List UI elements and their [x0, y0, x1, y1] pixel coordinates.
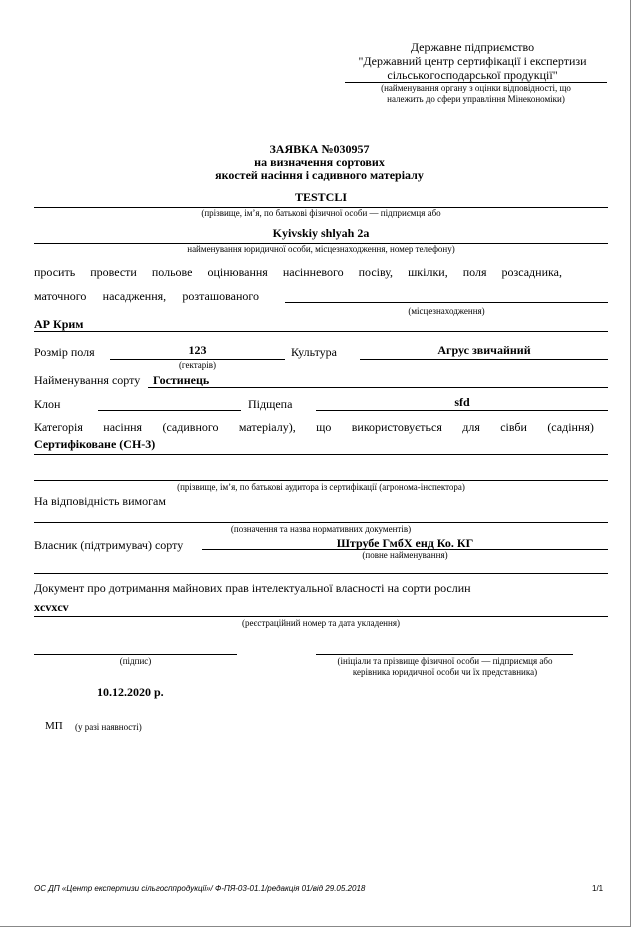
signature-line — [34, 654, 237, 655]
request-word: польове — [151, 265, 193, 279]
compliance-note: (позначення та назва нормативних документів) — [230, 524, 412, 534]
owner-extra-line — [34, 573, 608, 574]
category-word: використовується — [351, 420, 442, 434]
category-word: матеріалу), — [238, 420, 296, 434]
request-word: розташованого — [182, 289, 259, 303]
category-word: для — [462, 420, 480, 434]
request-word: насадження, — [102, 289, 167, 303]
variety-label: Найменування сорту — [34, 373, 141, 387]
title-line-3: якостей насіння і садивного матеріалу — [215, 168, 424, 182]
ip-document-line — [34, 616, 608, 617]
category-word: що — [316, 420, 332, 434]
category-text — [34, 420, 594, 435]
request-word: маточного — [34, 289, 87, 303]
location-note: (місцезнаходження) — [408, 306, 485, 316]
applicant-address: Kyivskiy shlyah 2a — [272, 226, 370, 240]
variety-value: Гостинець — [153, 373, 210, 387]
seal-label: МП — [45, 720, 63, 732]
owner-label: Власник (підтримувач) сорту — [34, 538, 184, 552]
person-line — [316, 654, 573, 655]
category-word: (садіння) — [547, 420, 594, 434]
document-title — [0, 143, 639, 182]
field-size-note: (гектарів) — [178, 360, 217, 370]
request-text — [34, 265, 562, 280]
applicant-address-note: найменування юридичної особи, місцезнаходження, номер телефону) — [187, 244, 455, 254]
owner-note: (повне найменування) — [362, 550, 448, 560]
ip-document-value: xcvxcv — [34, 600, 69, 614]
request-word: насінневого — [282, 265, 344, 279]
owner-value: Штрубе ГмбХ енд Ко. КГ — [336, 536, 474, 550]
compliance-label: На відповідність вимогам — [34, 494, 166, 508]
org-note-2: належить до сфери управління Мінекономіки) — [387, 94, 565, 104]
person-note-1: (ініціали та прізвище фізичної особи — підприємця або — [337, 656, 553, 666]
person-note-2: керівника юридичної особи чи їх представника) — [352, 667, 538, 677]
culture-line — [360, 359, 608, 360]
ip-document-note: (реєстраційний номер та дата укладення) — [242, 618, 400, 628]
footer-page-number: 1/1 — [592, 884, 604, 893]
culture-value: Агрус звичайний — [437, 343, 531, 357]
category-word: Категорія — [34, 420, 83, 434]
org-line-3: сільськогосподарської продукції" — [387, 68, 558, 82]
field-size-label: Розмір поля — [34, 345, 95, 359]
applicant-name-note: (прізвище, ім’я, по батькові фізичної особи — підприємця або — [201, 208, 441, 218]
request-word: посіву, — [358, 265, 394, 279]
signature-note: (підпис) — [119, 656, 152, 666]
applicant-name: TESTCLI — [294, 190, 348, 204]
request-word: шкілки, — [408, 265, 448, 279]
org-line-1: Державне підприємство — [410, 40, 535, 54]
footer-doc-ref: ОС ДП «Центр експертизи сільгосппродукції»/ Ф-ПЯ-03-01.1/редакція 01/від 29.05.2018 — [34, 884, 366, 893]
location-value: АР Крим — [34, 317, 84, 331]
auditor-note: (прізвище, ім’я, по батькові аудитора із сертифікації (агронома-інспектора) — [177, 482, 465, 492]
compliance-line — [34, 522, 608, 523]
subspecies-value: sfd — [454, 395, 470, 409]
subspecies-label: Підщепа — [248, 397, 293, 411]
request-word: оцінювання — [207, 265, 268, 279]
org-note-1: (найменування органу з оцінки відповідності, що — [381, 83, 571, 93]
org-name — [340, 40, 605, 82]
category-value: Сертифіковане (СН-3) — [34, 437, 156, 451]
category-word: сівби — [500, 420, 527, 434]
request-word: провести — [90, 265, 137, 279]
request-word: поля — [462, 265, 487, 279]
request-word: розсадника, — [501, 265, 562, 279]
category-line — [34, 454, 608, 455]
category-word: насіння — [103, 420, 143, 434]
org-line-2: "Державний центр сертифікації і експертизи — [358, 54, 587, 68]
signature-date: 10.12.2020 р. — [97, 685, 164, 699]
clone-line — [98, 410, 241, 411]
location-value-line — [34, 331, 608, 332]
location-line — [285, 302, 608, 303]
ip-document-label: Документ про дотримання майнових прав інтелектуальної власності на сорти рослин — [34, 581, 471, 595]
seal-note: (у разі наявності) — [75, 722, 142, 732]
request-text-2 — [34, 289, 259, 304]
title-line-2: на визначення сортових — [254, 155, 385, 169]
variety-line — [148, 387, 608, 388]
title-line-1: ЗАЯВКА №030957 — [269, 142, 370, 156]
clone-label: Клон — [34, 397, 61, 411]
field-size-value: 123 — [188, 343, 207, 357]
culture-label: Культура — [291, 345, 337, 359]
request-word: просить — [34, 265, 76, 279]
subspecies-line — [316, 410, 608, 411]
category-word: (садивного — [162, 420, 219, 434]
org-note — [345, 83, 607, 105]
auditor-line — [34, 480, 608, 481]
person-note — [300, 656, 590, 678]
